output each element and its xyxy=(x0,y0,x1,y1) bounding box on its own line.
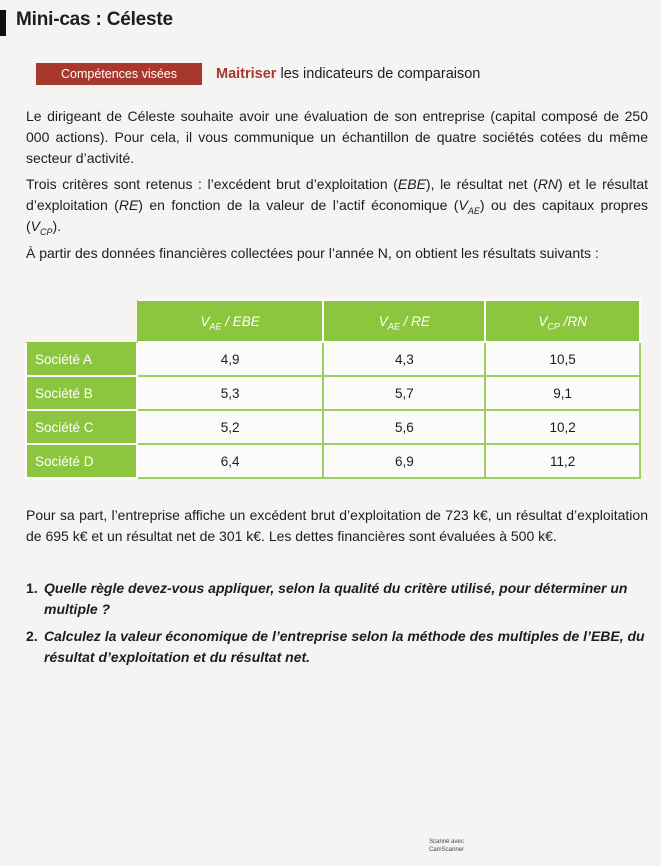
table-header-row xyxy=(26,300,640,342)
question-text: Quelle règle devez-vous appliquer, selon la qualité du critère utilisé, pour déterminer un multiple ? xyxy=(44,580,628,617)
table-row xyxy=(26,376,640,410)
page-title: Mini-cas : Céleste xyxy=(16,9,173,30)
scanner-watermark: Scanné avec CamScanner xyxy=(429,839,465,853)
cell-value: 6,4 xyxy=(137,444,323,478)
table-header-vae-ebe: $V_{AE}$ / EBE xyxy=(137,300,323,342)
ratios-table xyxy=(25,299,641,479)
table-corner xyxy=(26,300,137,342)
competences-badge: Compétences visées xyxy=(36,63,202,85)
row-label: Société D xyxy=(26,444,137,478)
intro-paragraph-3: À partir des données financières collectées pour l’année N, on obtient les résultats suivants : xyxy=(26,245,599,261)
cell-value: 5,3 xyxy=(137,376,323,410)
cell-value: 9,1 xyxy=(485,376,640,410)
competences-emphasis: Maitriser xyxy=(216,66,277,82)
intro-paragraph-1: Le dirigeant de Céleste souhaite avoir une évaluation de son entreprise (capital composé de 250 000 actions). Pour cela, il vous communique un échantillon de quatre sociétés cotées du même secteur d’activité. xyxy=(26,108,648,166)
competences-text xyxy=(216,63,480,85)
cell-value: 5,2 xyxy=(137,410,323,444)
intro-paragraph-2: Trois critères sont retenus : l’excédent brut d’exploitation (EBE), le résultat net (RN) et le résultat d’exploitation (RE) en fonction de la valeur de l’actif économique $(V_{AE})$ ou des capitaux propres $(V_{CP})$. xyxy=(26,176,649,237)
title-marker xyxy=(0,10,6,36)
question-number: 2. xyxy=(26,628,38,644)
cell-value: 5,6 xyxy=(323,410,485,444)
cell-value: 4,9 xyxy=(137,342,323,376)
table-header-vcp-rn: $V_{CP}$ /RN xyxy=(485,300,640,342)
row-label: Société B xyxy=(26,376,137,410)
table-row xyxy=(26,444,640,478)
cell-value: 6,9 xyxy=(323,444,485,478)
question-2 xyxy=(26,626,650,668)
cell-value: 11,2 xyxy=(485,444,640,478)
row-label: Société A xyxy=(26,342,137,376)
table-header-vae-re: $V_{AE}$ / RE xyxy=(323,300,485,342)
question-text: Calculez la valeur économique de l’entreprise selon la méthode des multiples de l’EBE, du résultat d’exploitation et du résultat net. xyxy=(44,628,645,665)
competences-description: les indicateurs de comparaison xyxy=(276,66,481,82)
company-data-paragraph: Pour sa part, l’entreprise affiche un excédent brut d’exploitation de 723 k€, un résultat d’exploitation de 695 k€ et un résultat net de 301 k€. Les dettes financières sont évaluées à 500 k€. xyxy=(26,507,648,544)
cell-value: 4,3 xyxy=(323,342,485,376)
row-label: Société C xyxy=(26,410,137,444)
cell-value: 10,5 xyxy=(485,342,640,376)
cell-value: 10,2 xyxy=(485,410,640,444)
question-1 xyxy=(26,578,650,620)
cell-value: 5,7 xyxy=(323,376,485,410)
table-row xyxy=(26,410,640,444)
table-row xyxy=(26,342,640,376)
question-number: 1. xyxy=(26,580,38,596)
